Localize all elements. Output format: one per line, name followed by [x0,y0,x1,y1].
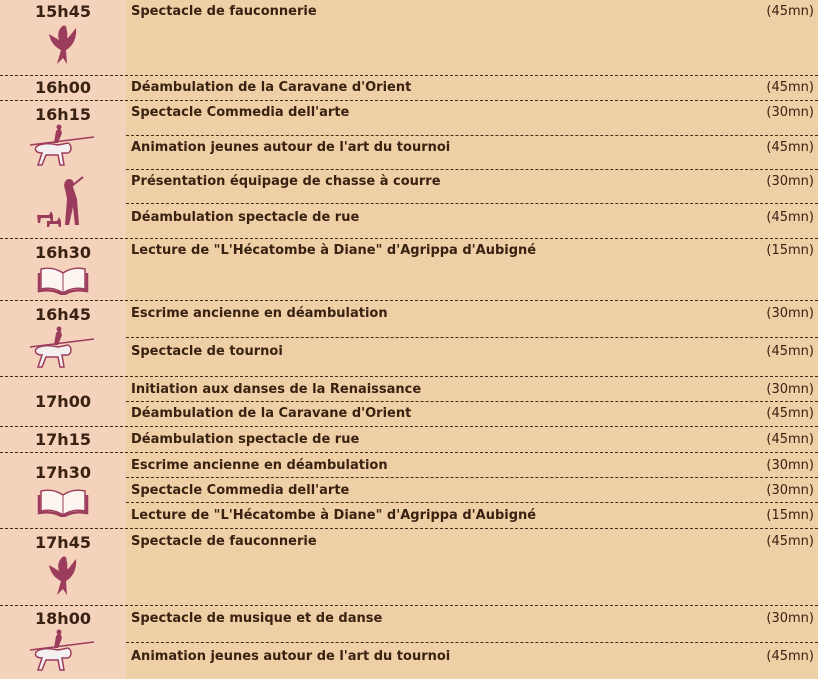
event-duration: (15mn) [766,508,814,523]
list-item [126,76,818,100]
time-block [0,301,818,376]
time-block [0,606,818,679]
event-duration: (45mn) [766,140,814,155]
event-title: Spectacle Commedia dell'arte [131,105,350,120]
list-item [126,643,818,679]
list-item [126,239,818,300]
list-item [126,453,818,478]
list-item [126,136,818,170]
time-label: 17h00 [35,392,91,411]
list-item [126,170,818,204]
book-icon [0,485,126,517]
event-title: Déambulation spectacle de rue [131,432,360,447]
time-block [0,453,818,528]
list-item [126,606,818,643]
event-title: Déambulation de la Caravane d'Orient [131,406,412,421]
hunter-hounds-icon [0,175,126,231]
knight-horse-icon [0,123,126,169]
time-block [0,76,818,100]
list-item [126,478,818,503]
event-duration: (30mn) [766,611,814,626]
list-item [126,503,818,528]
event-duration: (45mn) [766,649,814,664]
event-title: Spectacle de fauconnerie [131,534,317,549]
list-item [126,301,818,338]
event-duration: (30mn) [766,174,814,189]
event-duration: (45mn) [766,4,814,19]
list-item [126,338,818,376]
time-label: 17h15 [35,430,91,449]
knight-horse-icon [0,325,126,371]
event-duration: (45mn) [766,432,814,447]
event-title: Spectacle de tournoi [131,344,283,359]
event-title: Spectacle de musique et de danse [131,611,383,626]
knight-horse-icon [0,628,126,674]
event-title: Spectacle de fauconnerie [131,4,317,19]
event-duration: (30mn) [766,105,814,120]
event-duration: (30mn) [766,382,814,397]
event-title: Présentation équipage de chasse à courre [131,174,441,189]
event-duration: (30mn) [766,483,814,498]
falcon-icon [0,20,126,68]
list-item [126,204,818,238]
falcon-icon [0,551,126,599]
event-duration: (30mn) [766,458,814,473]
event-title: Initiation aux danses de la Renaissance [131,382,422,397]
book-icon [0,263,126,295]
event-duration: (30mn) [766,306,814,321]
time-label: 16h45 [35,305,91,324]
event-title: Animation jeunes autour de l'art du tournoi [131,649,451,664]
event-duration: (45mn) [766,534,814,549]
event-duration: (45mn) [766,80,814,95]
event-title: Animation jeunes autour de l'art du tournoi [131,140,451,155]
time-label: 16h15 [35,105,91,124]
event-title: Spectacle Commedia dell'arte [131,483,350,498]
event-title: Escrime ancienne en déambulation [131,458,388,473]
list-item [126,101,818,136]
time-label: 15h45 [35,2,91,21]
time-block [0,427,818,452]
list-item [126,402,818,426]
time-label: 16h00 [35,78,91,97]
time-block [0,529,818,605]
time-block [0,377,818,426]
time-label: 16h30 [35,243,91,262]
list-item [126,0,818,75]
event-duration: (45mn) [766,344,814,359]
event-duration: (45mn) [766,210,814,225]
time-block [0,0,818,75]
list-item [126,529,818,605]
time-block [0,239,818,300]
time-label: 18h00 [35,609,91,628]
list-item [126,377,818,402]
event-duration: (15mn) [766,243,814,258]
event-title: Lecture de "L'Hécatombe à Diane" d'Agrippa d'Aubigné [131,243,537,258]
list-item [126,427,818,452]
event-title: Lecture de "L'Hécatombe à Diane" d'Agrippa d'Aubigné [131,508,537,523]
time-label: 17h30 [35,463,91,482]
time-block [0,101,818,238]
event-title: Escrime ancienne en déambulation [131,306,388,321]
event-title: Déambulation de la Caravane d'Orient [131,80,412,95]
event-title: Déambulation spectacle de rue [131,210,360,225]
event-duration: (45mn) [766,406,814,421]
time-label: 17h45 [35,533,91,552]
